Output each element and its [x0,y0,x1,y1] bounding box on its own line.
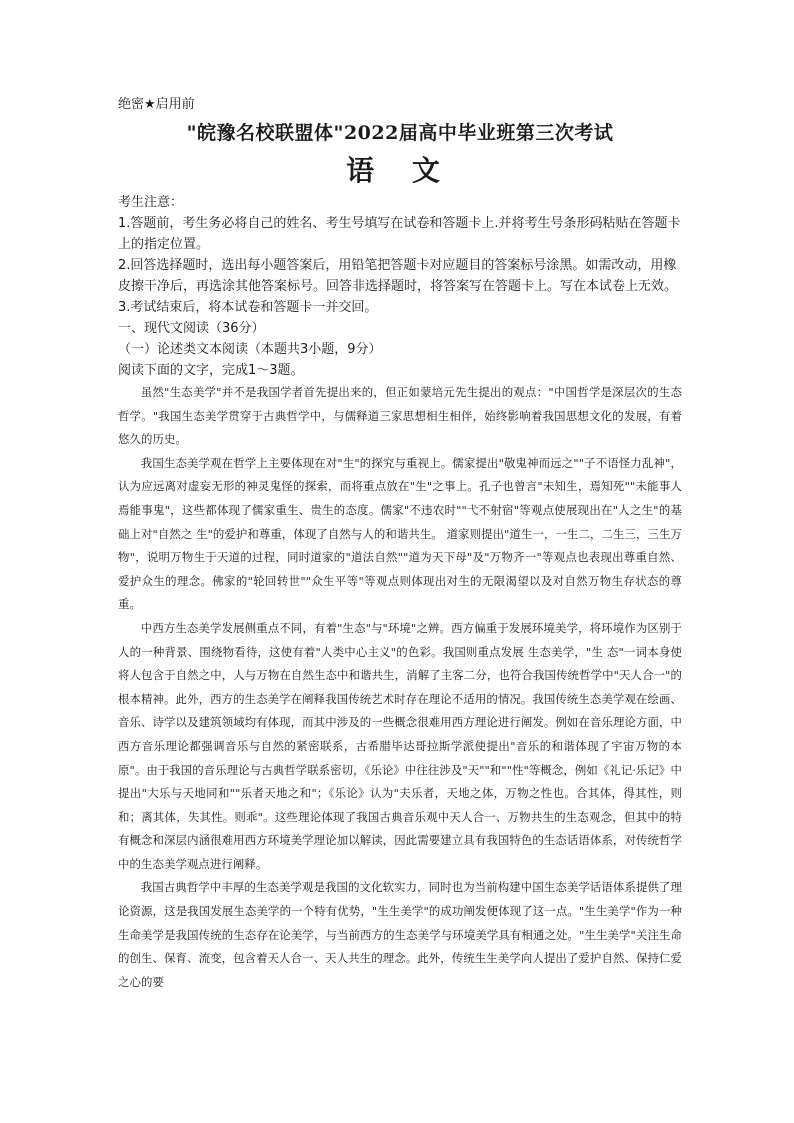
exam-title: "皖豫名校联盟体"2022届高中毕业班第三次考试 [186,122,614,144]
note-item-3: 3.考试结束后，将本试卷和答题卡一并交回。 [118,300,378,315]
subject-title: 语 文 [346,154,454,187]
notes-title: 考生注意： [118,195,184,210]
passage-paragraph-4: 我国古典哲学中丰厚的生态美学观是我国的文化软实力，同时也为当前构建中国生态美学话语体系提供了理论资源，这是我国发展生态美学的一个特有优势，"生生美学"的成功阐发便体现了这一点。"生生美学"作为一种生命美学是我国传统的生态存在论美学，与当前西方的生态美学与环境美学具有相通之处。"生生美学"关注生命的创生、保育、流变，包含着天人合一、天人共生的理念。此外，传统生生美学向人提出了爱护自然、保持仁爱之心的要 [118,880,682,989]
confidential-label: 绝密★启用前 [118,97,195,112]
passage-paragraph-1: 虽然"生态美学"并不是我国学者首先提出来的，但正如蒙培元先生提出的观点："中国哲学是深层次的生态哲学。"我国生态美学贯穿于古典哲学中，与儒释道三家思想相生相伴，始终影响着我国思想文化的发展，有着悠久的历史。 [118,385,682,447]
subsection-heading: （一）论述类文本阅读（本题共3小题，9分） [118,342,382,357]
note-item-2: 2.回答选择题时，选出每小题答案后，用铅笔把答题卡对应题目的答案标号涂黑。如需改动，用橡皮擦干净后，再选涂其他答案标号。回答非选择题时，将答案写在答题卡上。写在本试卷上无效。 [118,258,678,294]
reading-instruction: 阅读下面的文字，完成1～3题。 [118,363,304,378]
passage-paragraph-3: 中西方生态美学发展侧重点不同，有着"生态"与"环境"之辨。西方偏重于发展环境美学，将环境作为区别于人的一种背景、围绕物看待，这使有着"人类中心主义"的色彩。我国则重点发展 生态美学，"生 态"一词本身使将人包含于自然之中，人与万物在自然生态中和谐共生，消解了主客二分，也符合我国传统哲学中"天人合一"的根本精神。此外，西方的生态美学在阐释我国传统艺术时存在理论不适用的情况。我国传统生态美学观在绘画、音乐、诗学以及建筑领域均有体现，而其中涉及的一些概念很难用西方理论进行阐发。例如在音乐理论方面，中西方音乐理论都强调音乐与自然的紧密联系，古希腊毕达哥拉斯学派使提出"音乐的和谐体现了宇宙万物的本原"。由于我国的音乐理论与古典哲学联系密切，《乐论》中往往涉及"天""和""性"等概念，例如《礼记·乐记》中提出"大乐与天地同和""乐者天地之和"；《乐论》认为"夫乐者，天地之体，万物之性也。合其体，得其性，则和；离其体，失其性。则乖"。这些理论体现了我国古典音乐观中天人合一、万物共生的生态观念，但其中的特有概念和深层内涵很难用西方环境美学理论加以解读，因此需要建立具有我国特色的生态话语体系，对传统哲学中的生态美学观点进行阐释。 [118,620,682,871]
note-item-1: 1.答题前，考生务必将自己的姓名、考生号填写在试卷和答题卡上.并将考生号条形码粘贴在答题卡上的指定位置。 [118,216,681,252]
passage-paragraph-2: 我国生态美学观在哲学上主要体现在对"生"的探究与重视上。儒家提出"敬鬼神而远之""子不语怪力乱神"，认为应远离对虚妄无形的神灵鬼怪的探索，而将重点放在"生"之事上。孔子也曾言"未知生，焉知死""未能事人焉能事鬼"，这些都体现了儒家重生、贵生的态度。儒家"不违农时""弋不射宿"等观点使展现出在"人之生"的基础上对"自然之 生"的爱护和尊重，体现了自然与人的和谐共生。 道家则提出"道生一，一生二，二生三，三生万物"，说明万物生于天道的过程，同时道家的"道法自然""道为天下母"及"万物齐一"等观点也表现出尊重自然、爱护众生的理念。佛家的"轮回转世""众生平等"等观点则体现出对生的无限渴望以及对自然万物生存状态的尊重。 [118,455,682,612]
section-heading: 一、现代文阅读（36分） [118,321,265,336]
notes-block [118,192,682,318]
reading-passage [118,381,682,994]
